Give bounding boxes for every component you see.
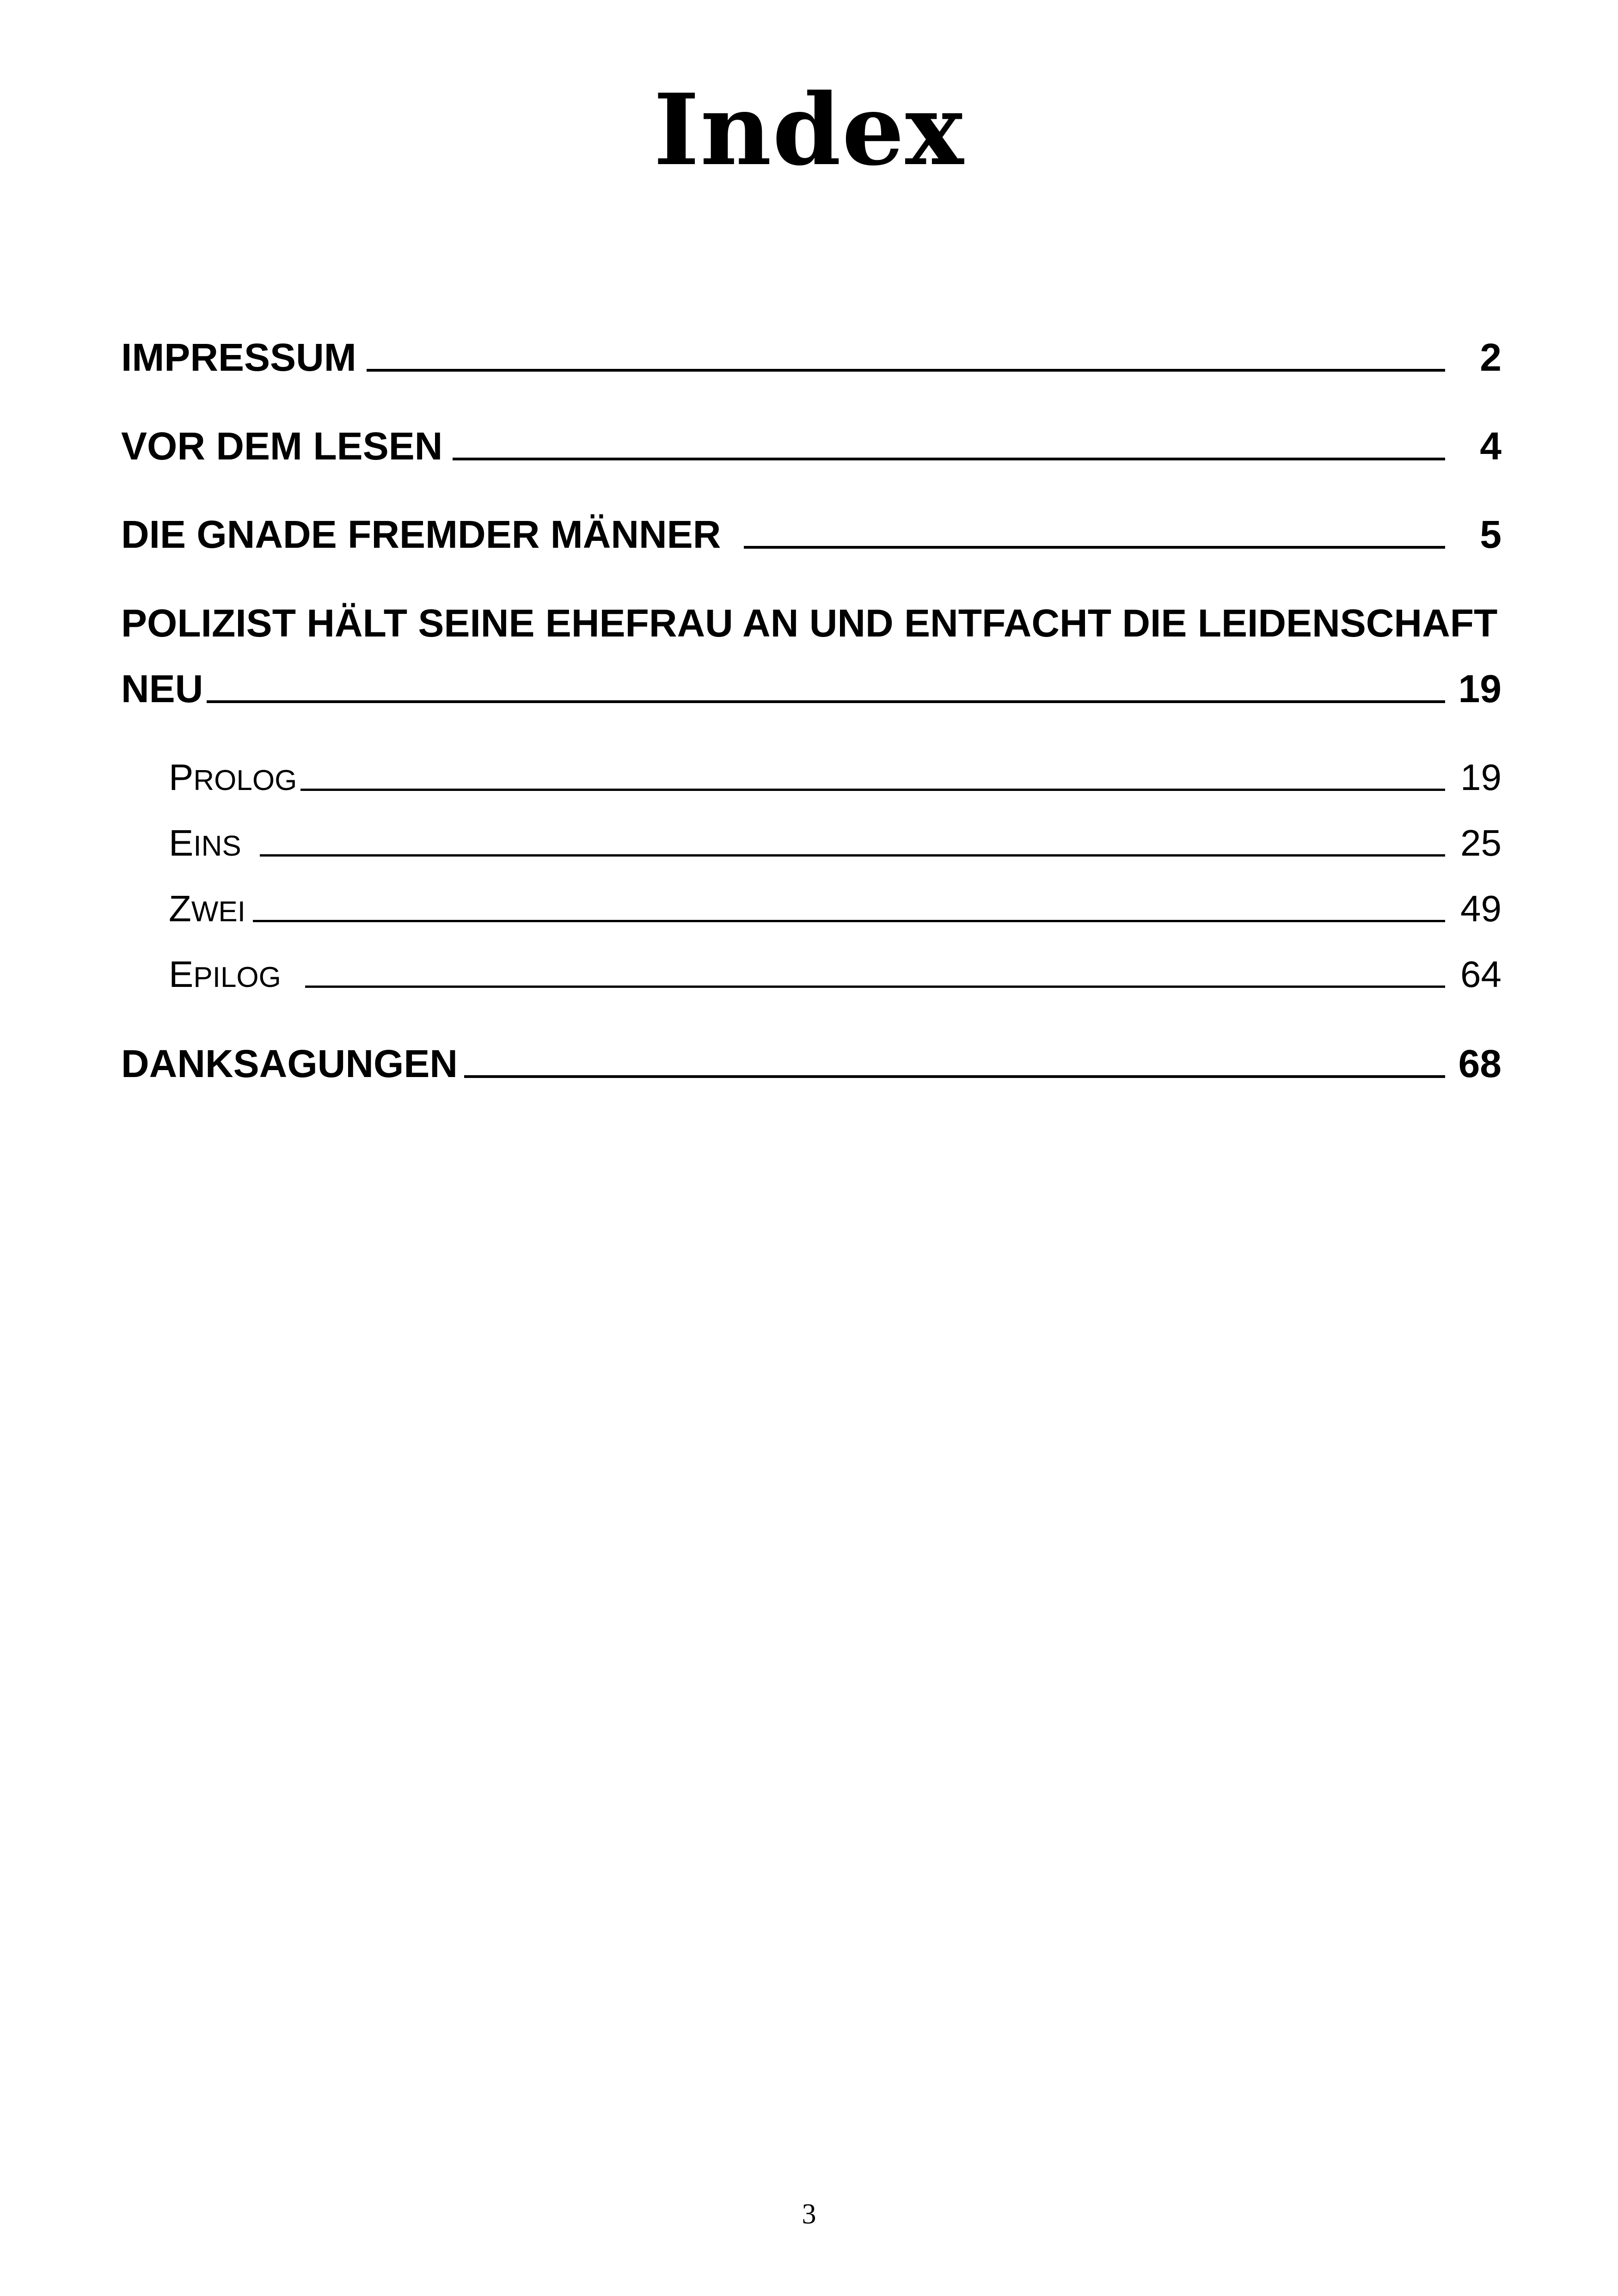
- page-number: 3: [802, 2198, 816, 2230]
- toc-leader-line: [464, 1075, 1445, 1078]
- toc-subentry-page: 64: [1460, 954, 1502, 995]
- toc-entry-label: VOR DEM LESEN: [121, 424, 443, 468]
- toc-entry-label: DIE GNADE FREMDER MÄNNER: [121, 513, 721, 556]
- toc-leader-line: [300, 789, 1445, 791]
- toc-entry-page: 4: [1480, 424, 1502, 468]
- toc-entry-page: 5: [1480, 513, 1502, 556]
- toc-subentry-label: EPILOG: [169, 954, 281, 995]
- toc-subentry-label: EINS: [169, 822, 241, 863]
- toc-subentry-epilog[interactable]: [169, 953, 1502, 996]
- toc-subentry-label: PROLOG: [169, 757, 297, 798]
- toc-subentry-prolog[interactable]: [169, 756, 1502, 799]
- toc-entry-danksagungen[interactable]: [121, 1041, 1502, 1086]
- toc-leader-line: [367, 369, 1445, 372]
- toc-subentry-page: 19: [1460, 757, 1502, 798]
- toc-entry-page: 19: [1458, 667, 1502, 710]
- toc-leader-line: [260, 854, 1445, 857]
- toc-entry-die-gnade-fremder-maenner[interactable]: [121, 512, 1502, 557]
- toc-leader-line: [253, 920, 1445, 922]
- toc-leader-line: [744, 546, 1445, 549]
- toc-entry-label: IMPRESSUM: [121, 336, 356, 379]
- toc-leader-line: [305, 986, 1445, 988]
- toc-subentry-eins[interactable]: [169, 822, 1502, 864]
- toc-entry-label: DANKSAGUNGEN: [121, 1042, 458, 1085]
- toc-entry-page: 2: [1480, 336, 1502, 379]
- toc-entry-label: NEU: [121, 667, 203, 710]
- toc-subentry-label: ZWEI: [169, 888, 245, 929]
- toc-entry-polizist[interactable]: [121, 667, 1502, 711]
- toc-entry-polizist-line1: POLIZIST HÄLT SEINE EHEFRAU AN UND ENTFACHT DIE LEIDENSCHAFT: [121, 601, 1498, 645]
- toc-subentry-page: 49: [1460, 888, 1502, 929]
- toc-entry-vor-dem-lesen[interactable]: [121, 424, 1502, 469]
- toc-entry-impressum[interactable]: [121, 335, 1502, 380]
- toc-entry-page: 68: [1458, 1042, 1502, 1085]
- page-title: Index: [653, 72, 965, 187]
- toc-subentry-page: 25: [1460, 822, 1502, 863]
- toc-leader-line: [453, 458, 1445, 460]
- toc-subentry-zwei[interactable]: [169, 888, 1502, 930]
- toc-leader-line: [207, 700, 1445, 703]
